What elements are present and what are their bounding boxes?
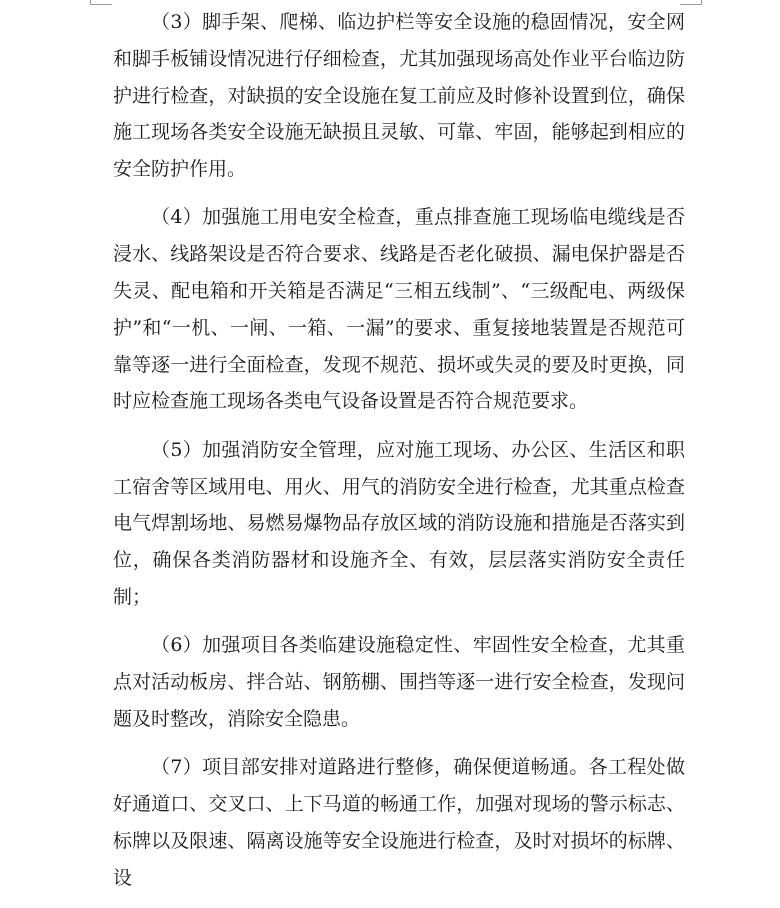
paragraph-3: （3）脚手架、爬梯、临边护栏等安全设施的稳固情况，安全网和脚手板铺设情况进行仔细检查，尤其加强现场高处作业平台临边防护进行检查，对缺损的安全设施在复工前应及时修补设置到位，确保施工现场各类安全设施无缺损且灵敏、可靠、牢固，能够起到相应的安全防护作用。 xyxy=(113,11,685,181)
paragraph-4: （4）加强施工用电安全检查，重点排查施工现场临电缆线是否浸水、线路架设是否符合要求、线路是否老化破损、漏电保护器是否失灵、配电箱和开关箱是否满足“三相五线制”、“三级配电、两级保护”和“一机、一闸、一箱、一漏”的要求、重复接地装置是否规范可靠等逐一进行全面检查，发现不规范、损坏或失灵的要及时更换，同时应检查施工现场各类电气设备设置是否符合规范要求。 xyxy=(113,206,685,413)
paragraph-6: （6）加强项目各类临建设施稳定性、牢固性安全检查，尤其重点对活动板房、拌合站、钢筋棚、围挡等逐一进行安全检查，发现问题及时整改，消除安全隐患。 xyxy=(113,634,685,730)
paragraph-5: （5）加强消防安全管理，应对施工现场、办公区、生活区和职工宿舍等区域用电、用火、用气的消防安全进行检查，尤其重点检查电气焊割场地、易燃易爆物品存放区域的消防设施和措施是否落实到位，确保各类消防器材和设施齐全、有效，层层落实消防安全责任制； xyxy=(113,438,685,608)
margin-corner-mark-left-h xyxy=(90,4,112,5)
paragraph-7: （7）项目部安排对道路进行整修，确保便道畅通。各工程处做好通道口、交叉口、上下马道的畅通工作，加强对现场的警示标志、标牌以及限速、隔离设施等安全设施进行检查，及时对损坏的标牌、设 xyxy=(113,756,685,889)
document-body xyxy=(113,4,685,908)
